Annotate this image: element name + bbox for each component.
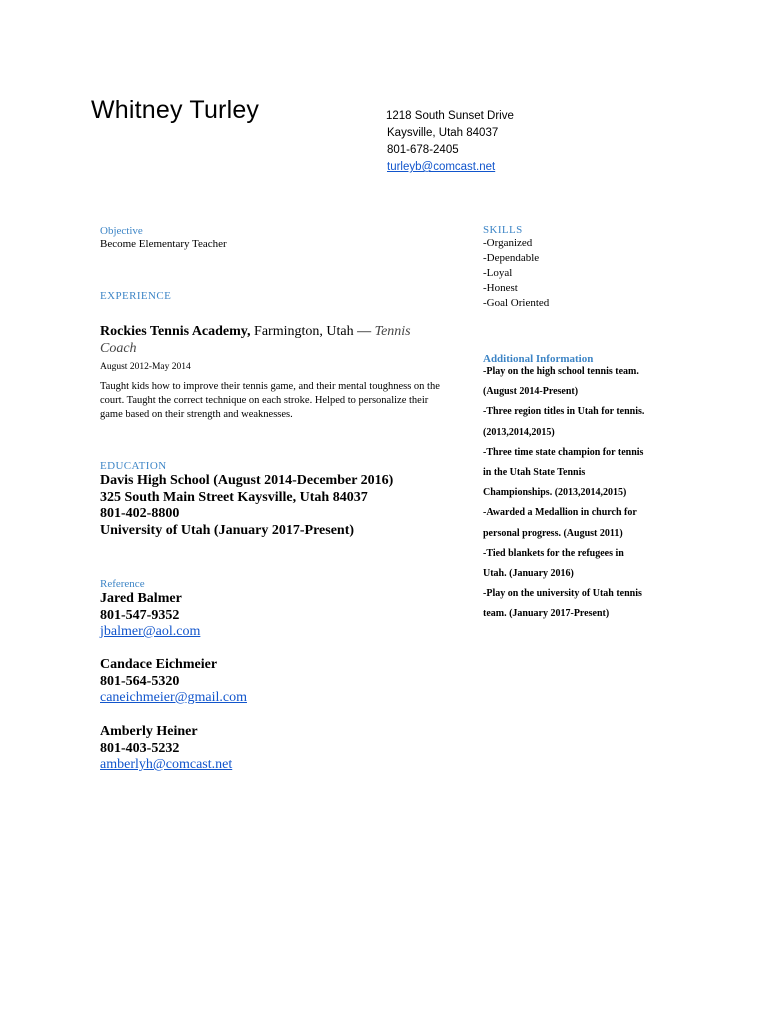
- reference-name: Amberly Heiner: [100, 724, 198, 739]
- reference-entry: [100, 591, 200, 641]
- additional-info-line: -Three time state champion for tennis: [483, 446, 644, 458]
- additional-info-line: in the Utah State Tennis: [483, 467, 586, 479]
- skills-heading: SKILLS: [483, 224, 523, 236]
- job-dates: August 2012-May 2014: [100, 362, 191, 372]
- contact-block: [387, 108, 514, 176]
- education-line: 801-402-8800: [100, 506, 180, 521]
- additional-info-heading: Additional Information: [483, 353, 594, 365]
- reference-phone: 801-547-9352: [100, 607, 180, 623]
- reference-name: Jared Balmer: [100, 591, 182, 606]
- job-location: Farmington, Utah —: [250, 324, 375, 339]
- additional-info-line: -Play on the high school tennis team.: [483, 366, 639, 377]
- additional-info-list: [483, 362, 644, 625]
- objective-text: Become Elementary Teacher: [100, 238, 227, 250]
- additional-info-line: -Awarded a Medallion in church for: [483, 507, 637, 519]
- reference-entry: [100, 657, 247, 707]
- skills-list: [483, 236, 549, 311]
- additional-info-line: (2013,2014,2015): [483, 426, 555, 438]
- education-block: [100, 473, 393, 539]
- reference-phone: 801-564-5320: [100, 673, 180, 689]
- reference-phone: 801-403-5232: [100, 740, 180, 756]
- job-description: Taught kids how to improve their tennis game, and their mental toughness on the court. Taught the correct technique on each stroke. Helped to personalize their game based on their strength and weaknesses.: [100, 381, 440, 420]
- additional-info-line: personal progress. (August 2011): [483, 527, 623, 539]
- additional-info-line: Championships. (2013,2014,2015): [483, 487, 627, 499]
- company-name: Rockies Tennis Academy,: [100, 324, 251, 339]
- reference-email-link[interactable]: jbalmer@aol.com: [100, 624, 201, 639]
- additional-info-line: -Play on the university of Utah tennis: [483, 588, 642, 600]
- reference-entry: [100, 724, 232, 774]
- job-title: [100, 323, 445, 357]
- applicant-name: Whitney Turley: [91, 96, 260, 124]
- reference-email-link[interactable]: caneichmeier@gmail.com: [100, 690, 247, 705]
- education-line: Davis High School (August 2014-December 2016): [100, 473, 394, 488]
- objective-heading: Objective: [100, 225, 143, 237]
- additional-info-line: Utah. (January 2016): [483, 568, 574, 580]
- address-line-1: 1218 South Sunset Drive: [386, 110, 514, 122]
- reference-name: Candace Eichmeier: [100, 657, 218, 672]
- job-role: Tennis Coach: [100, 324, 411, 356]
- additional-info-line: team. (January 2017-Present): [483, 608, 610, 620]
- education-heading: EDUCATION: [100, 460, 167, 472]
- education-line: 325 South Main Street Kaysville, Utah 84037: [100, 489, 368, 505]
- education-line: University of Utah (January 2017-Present): [100, 522, 355, 538]
- skill-item: -Organized: [483, 237, 533, 249]
- experience-heading: EXPERIENCE: [100, 290, 172, 302]
- skill-item: -Loyal: [483, 267, 513, 279]
- skill-item: -Goal Oriented: [483, 297, 550, 309]
- skill-item: -Honest: [483, 282, 518, 294]
- additional-info-line: -Tied blankets for the refugees in: [483, 547, 624, 559]
- phone-number: 801-678-2405: [387, 144, 459, 156]
- address-line-2: Kaysville, Utah 84037: [387, 127, 499, 139]
- additional-info-line: (August 2014-Present): [483, 386, 579, 398]
- reference-heading: Reference: [100, 578, 145, 590]
- reference-email-link[interactable]: amberlyh@comcast.net: [100, 757, 233, 772]
- email-link[interactable]: turleyb@comcast.net: [387, 161, 496, 173]
- additional-info-line: -Three region titles in Utah for tennis.: [483, 406, 645, 418]
- skill-item: -Dependable: [483, 252, 540, 264]
